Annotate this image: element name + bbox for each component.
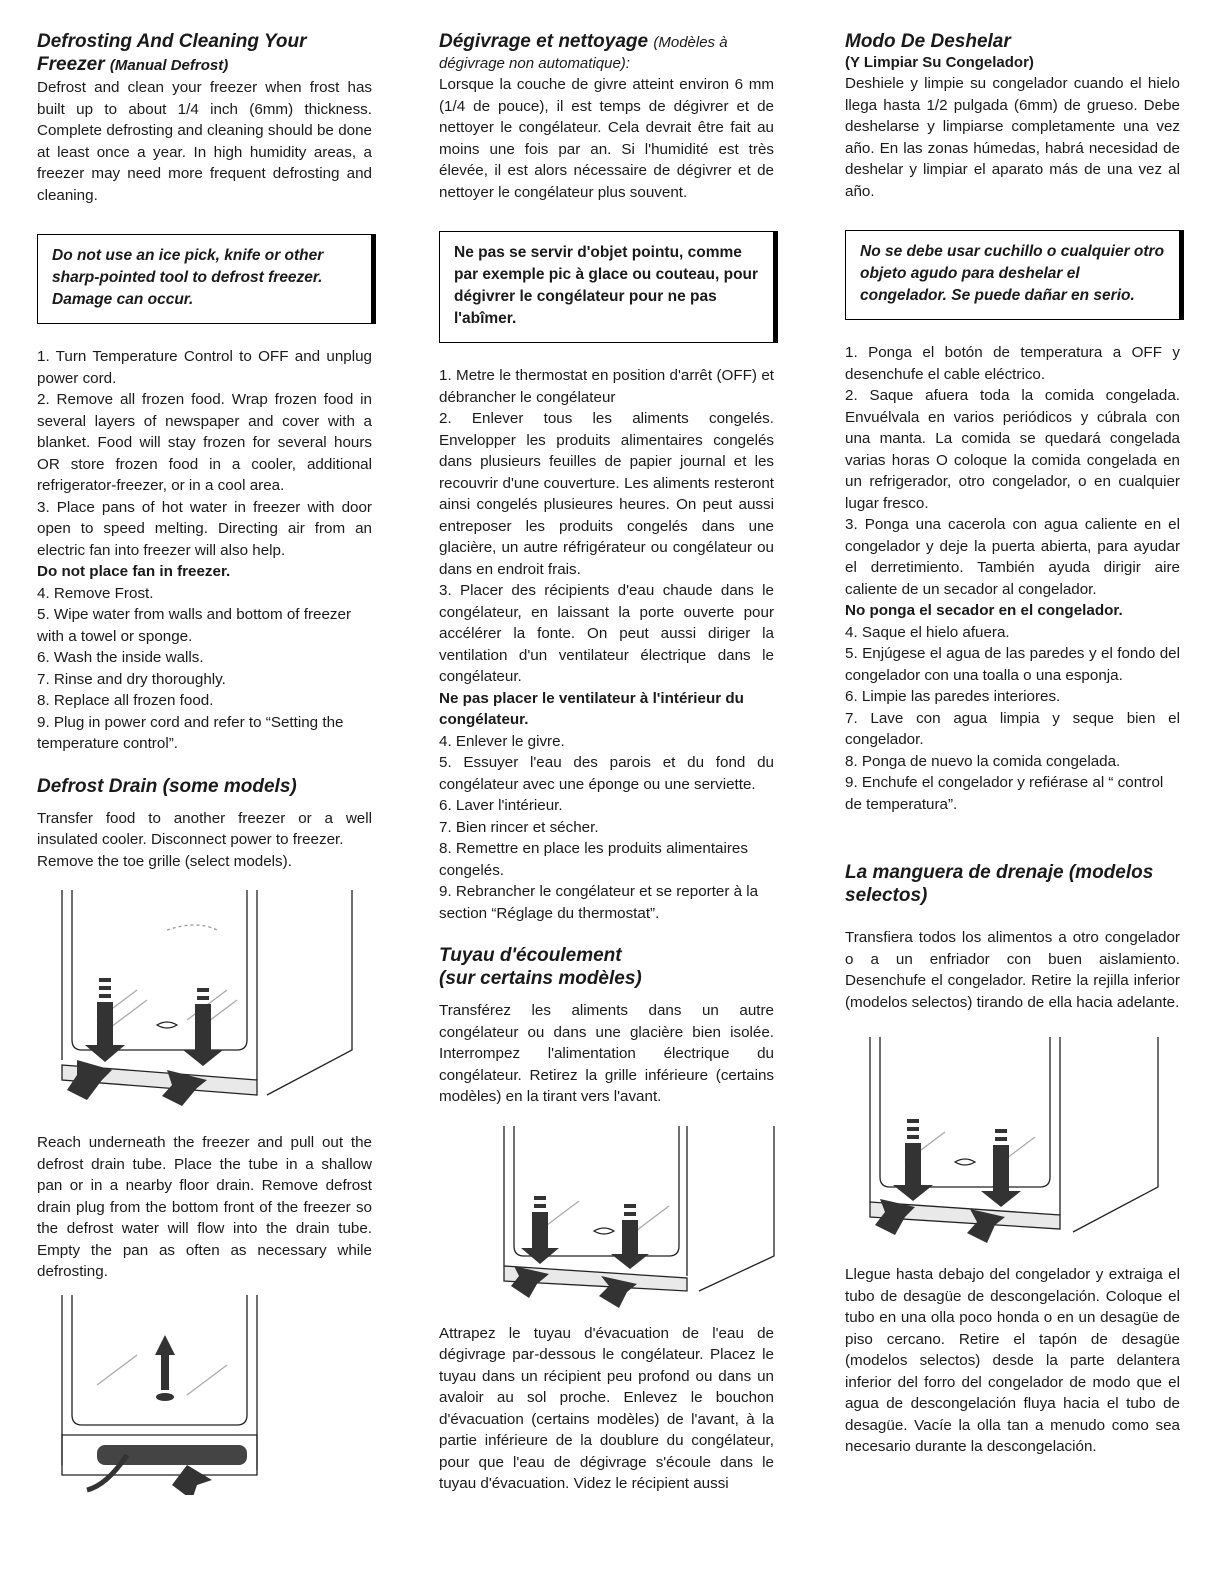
french-step-3: 3. Placer des récipients d'eau chaude dans le congélateur, en laissant la porte ouverte pour accélérer la fonte. On peut aussi diriger la ventilation d'un ventilateur électrique dans le congélateur.	[439, 582, 774, 685]
french-column	[439, 30, 774, 1495]
french-step-2: 2. Enlever tous les aliments congelés. Envelopper les produits alimentaires congelés dans plusieurs feuilles de papier journal et les recouvrir d'une couverture. Les aliments resteront ainsi congelés plusieures heures. On peut aussi entreposer les produits congelés dans une glacière, un autre réfrigérateur ou congélateur ou dans en endroit frais.	[439, 410, 774, 578]
english-step-6: 6. Wash the inside walls.	[37, 649, 204, 666]
spanish-step-2: 2. Saque afuera toda la comida congelada. Envuélvala en varios periódicos y cúbrala con una manta. La comida se quedará congelada varias horas O coloque la comida congelada en un refrigerador, otro congelador, o en cualquier lugar fresco.	[845, 387, 1180, 512]
english-warning-box: Do not use an ice pick, knife or other sharp-pointed tool to defrost freezer. Damage can occur.	[37, 234, 372, 324]
spanish-column	[845, 30, 1180, 1458]
spanish-step-8: 8. Ponga de nuevo la comida congelada.	[845, 752, 1121, 770]
french-title: Dégivrage et nettoyage (Modèles à	[439, 31, 728, 52]
french-step-5: 5. Essuyer l'eau des parois et du fond du congélateur avec une éponge ou une serviette.	[439, 754, 774, 793]
toe-grille-illustration	[37, 890, 372, 1120]
english-step-7: 7. Rinse and dry thoroughly.	[37, 670, 226, 688]
spanish-subtitle: (Y Limpiar Su Congelador)	[845, 54, 1034, 71]
english-drain-grille: Remove the toe grille (select models).	[37, 852, 292, 870]
french-subtitle: dégivrage non automatique):	[439, 55, 630, 72]
english-step-8: 8. Replace all frozen food.	[37, 692, 214, 709]
english-intro: Defrost and clean your freezer when frost has built up to about 1/4 inch (6mm) thickness. Complete defrosting and cleaning should be done at least once a year. In high humidity areas, a freezer may need more frequent defrosting and cleaning.	[37, 79, 372, 204]
drain-plug-illustration	[37, 1295, 372, 1495]
spanish-step-7: 7. Lave con agua limpia y seque bien el congelador.	[845, 709, 1180, 748]
french-intro: Lorsque la couche de givre atteint environ 6 mm (1/4 de pouce), il est temps de dégivrer et de nettoyer le congélateur. Cela devrait être fait au moins une fois par an. Si l'humidité est très élevée, il est alors nécessaire de dégivrer et de nettoyer le congélateur plus souvent.	[439, 76, 774, 201]
french-step-7: 7. Bien rincer et sécher.	[439, 818, 599, 836]
spanish-drain-title: La manguera de drenaje (modelos selectos)	[845, 862, 1154, 906]
french-step-3-warning: Ne pas placer le ventilateur à l'intérieur du congélateur.	[439, 689, 744, 728]
english-step-2: 2. Remove all frozen food. Wrap frozen food in several layers of newspaper and cover with a blanket. Food will stay frozen for several hours OR store frozen food in a cooler, additional refrigerator-freezer, or in a cool area.	[37, 391, 372, 494]
spanish-step-5: 5. Enjúgese el agua de las paredes y el fondo del congelador con una toalla o una esponja.	[845, 645, 1180, 684]
french-drain-title-line2: (sur certains modèles)	[439, 968, 642, 989]
french-drain-text: Attrapez le tuyau d'évacuation de l'eau de dégivrage par-dessous le congélateur. Placez le tuyau dans un récipient peu profond ou dans un avaloir au sol proche. Enlevez le bouchon d'évacuation (certains modèles) de l'avant, à la partie inférieure de la doublure du congélateur, pour que l'eau de dégivrage s'écoule dans le tuyau d'évacuation. Videz le récipient aussi	[439, 1324, 774, 1492]
spanish-drain-intro: Transfiera todos los alimentos a otro congelador o a un enfriador con buen aislamiento. Desenchufe el congelador. Retire la rejilla inferior (modelos selectos) tirando de ella hacia adelante.	[845, 929, 1180, 1011]
toe-grille-illustration-es	[845, 1037, 1180, 1252]
english-drain-intro: Transfer food to another freezer or a well insulated cooler. Disconnect power to freezer.	[37, 809, 372, 848]
french-drain-intro: Transférez les aliments dans un autre congélateur ou dans une glacière bien isolée. Interrompez l'alimentation électrique du congélateur. Retirez la grille inférieure (certains modèles) en la tirant vers l'avant.	[439, 1002, 774, 1105]
english-step-9: 9. Plug in power cord and refer to “Setting the temperature control”.	[37, 713, 344, 752]
french-drain-title-line1: Tuyau d'écoulement	[439, 945, 622, 966]
spanish-warning-box: No se debe usar cuchillo o cualquier otro objeto agudo para deshelar el congelador. Se puede dañar en serio.	[845, 230, 1180, 320]
french-step-8: 8. Remettre en place les produits alimentaires congelés.	[439, 840, 748, 879]
english-step-4: 4. Remove Frost.	[37, 584, 154, 602]
english-drain-text: Reach underneath the freezer and pull out the defrost drain tube. Place the tube in a shallow pan or in a nearby floor drain. Remove defrost drain plug from the bottom front of the freezer so the defrost water will flow into the drain tube. Empty the pan as often as necessary while defrosting.	[37, 1134, 372, 1280]
toe-grille-illustration-fr	[489, 1126, 774, 1311]
english-drain-title: Defrost Drain (some models)	[37, 775, 297, 797]
spanish-drain-text: Llegue hasta debajo del congelador y extraiga el tubo de desagüe de descongelación. Coloque el tubo en una olla poco honda o en un desagüe de piso cercano. Retire el tapón de desagüe (modelos selectos) desde la parte delantera inferior del forro del congelador de modo que el agua de descongelación fluya hacia el tubo de desagüe. Vacíe la olla tan a menudo como sea necesario durante la descongelación.	[845, 1266, 1180, 1455]
french-step-4: 4. Enlever le givre.	[439, 732, 565, 750]
english-title-line2: Freezer (Manual Defrost)	[37, 54, 229, 75]
spanish-intro: Deshiele y limpie su congelador cuando el hielo llega hasta 1/2 pulgada (6mm) de grueso. Debe deshelarse y limpiarse completamente una vez año. En las zonas húmedas, habrá necesidad de deshelar y limpiar el aparato más de una vez al año.	[845, 75, 1180, 200]
french-step-9: 9. Rebrancher le congélateur et se reporter à la section “Réglage du thermostat”.	[439, 883, 759, 922]
french-step-1: 1. Metre le thermostat en position d'arrêt (OFF) et débrancher le congélateur	[439, 367, 774, 406]
english-step-1: 1. Turn Temperature Control to OFF and unplug power cord.	[37, 348, 372, 387]
english-step-3: 3. Place pans of hot water in freezer with door open to speed melting. Directing air from an electric fan into freezer will also help.	[37, 498, 372, 559]
spanish-step-3-warning: No ponga el secador en el congelador.	[845, 602, 1123, 619]
english-step-3-warning: Do not place fan in freezer.	[37, 563, 231, 580]
french-warning-box: Ne pas se servir d'objet pointu, comme par exemple pic à glace ou couteau, pour dégivrer le congélateur pour ne pas l'abîmer.	[439, 231, 774, 343]
spanish-step-4: 4. Saque el hielo afuera.	[845, 623, 1010, 641]
spanish-title: Modo De Deshelar	[845, 31, 1011, 52]
spanish-step-9: 9. Enchufe el congelador y refiérase al “ control de temperatura”.	[845, 774, 1164, 813]
french-step-6: 6. Laver l'intérieur.	[439, 797, 563, 814]
english-column	[37, 30, 372, 1507]
english-step-5: 5. Wipe water from walls and bottom of freezer with a towel or sponge.	[37, 606, 351, 645]
spanish-step-6: 6. Limpie las paredes interiores.	[845, 688, 1061, 705]
spanish-step-3: 3. Ponga una cacerola con agua caliente en el congelador y deje la puerta abierta, para ayudar el derretimiento. También ayuda dirigir aire caliente de un secador al congelador.	[845, 516, 1180, 598]
english-title-line1: Defrosting And Cleaning Your	[37, 31, 307, 52]
spanish-step-1: 1. Ponga el botón de temperatura a OFF y desenchufe el cable eléctrico.	[845, 344, 1180, 383]
